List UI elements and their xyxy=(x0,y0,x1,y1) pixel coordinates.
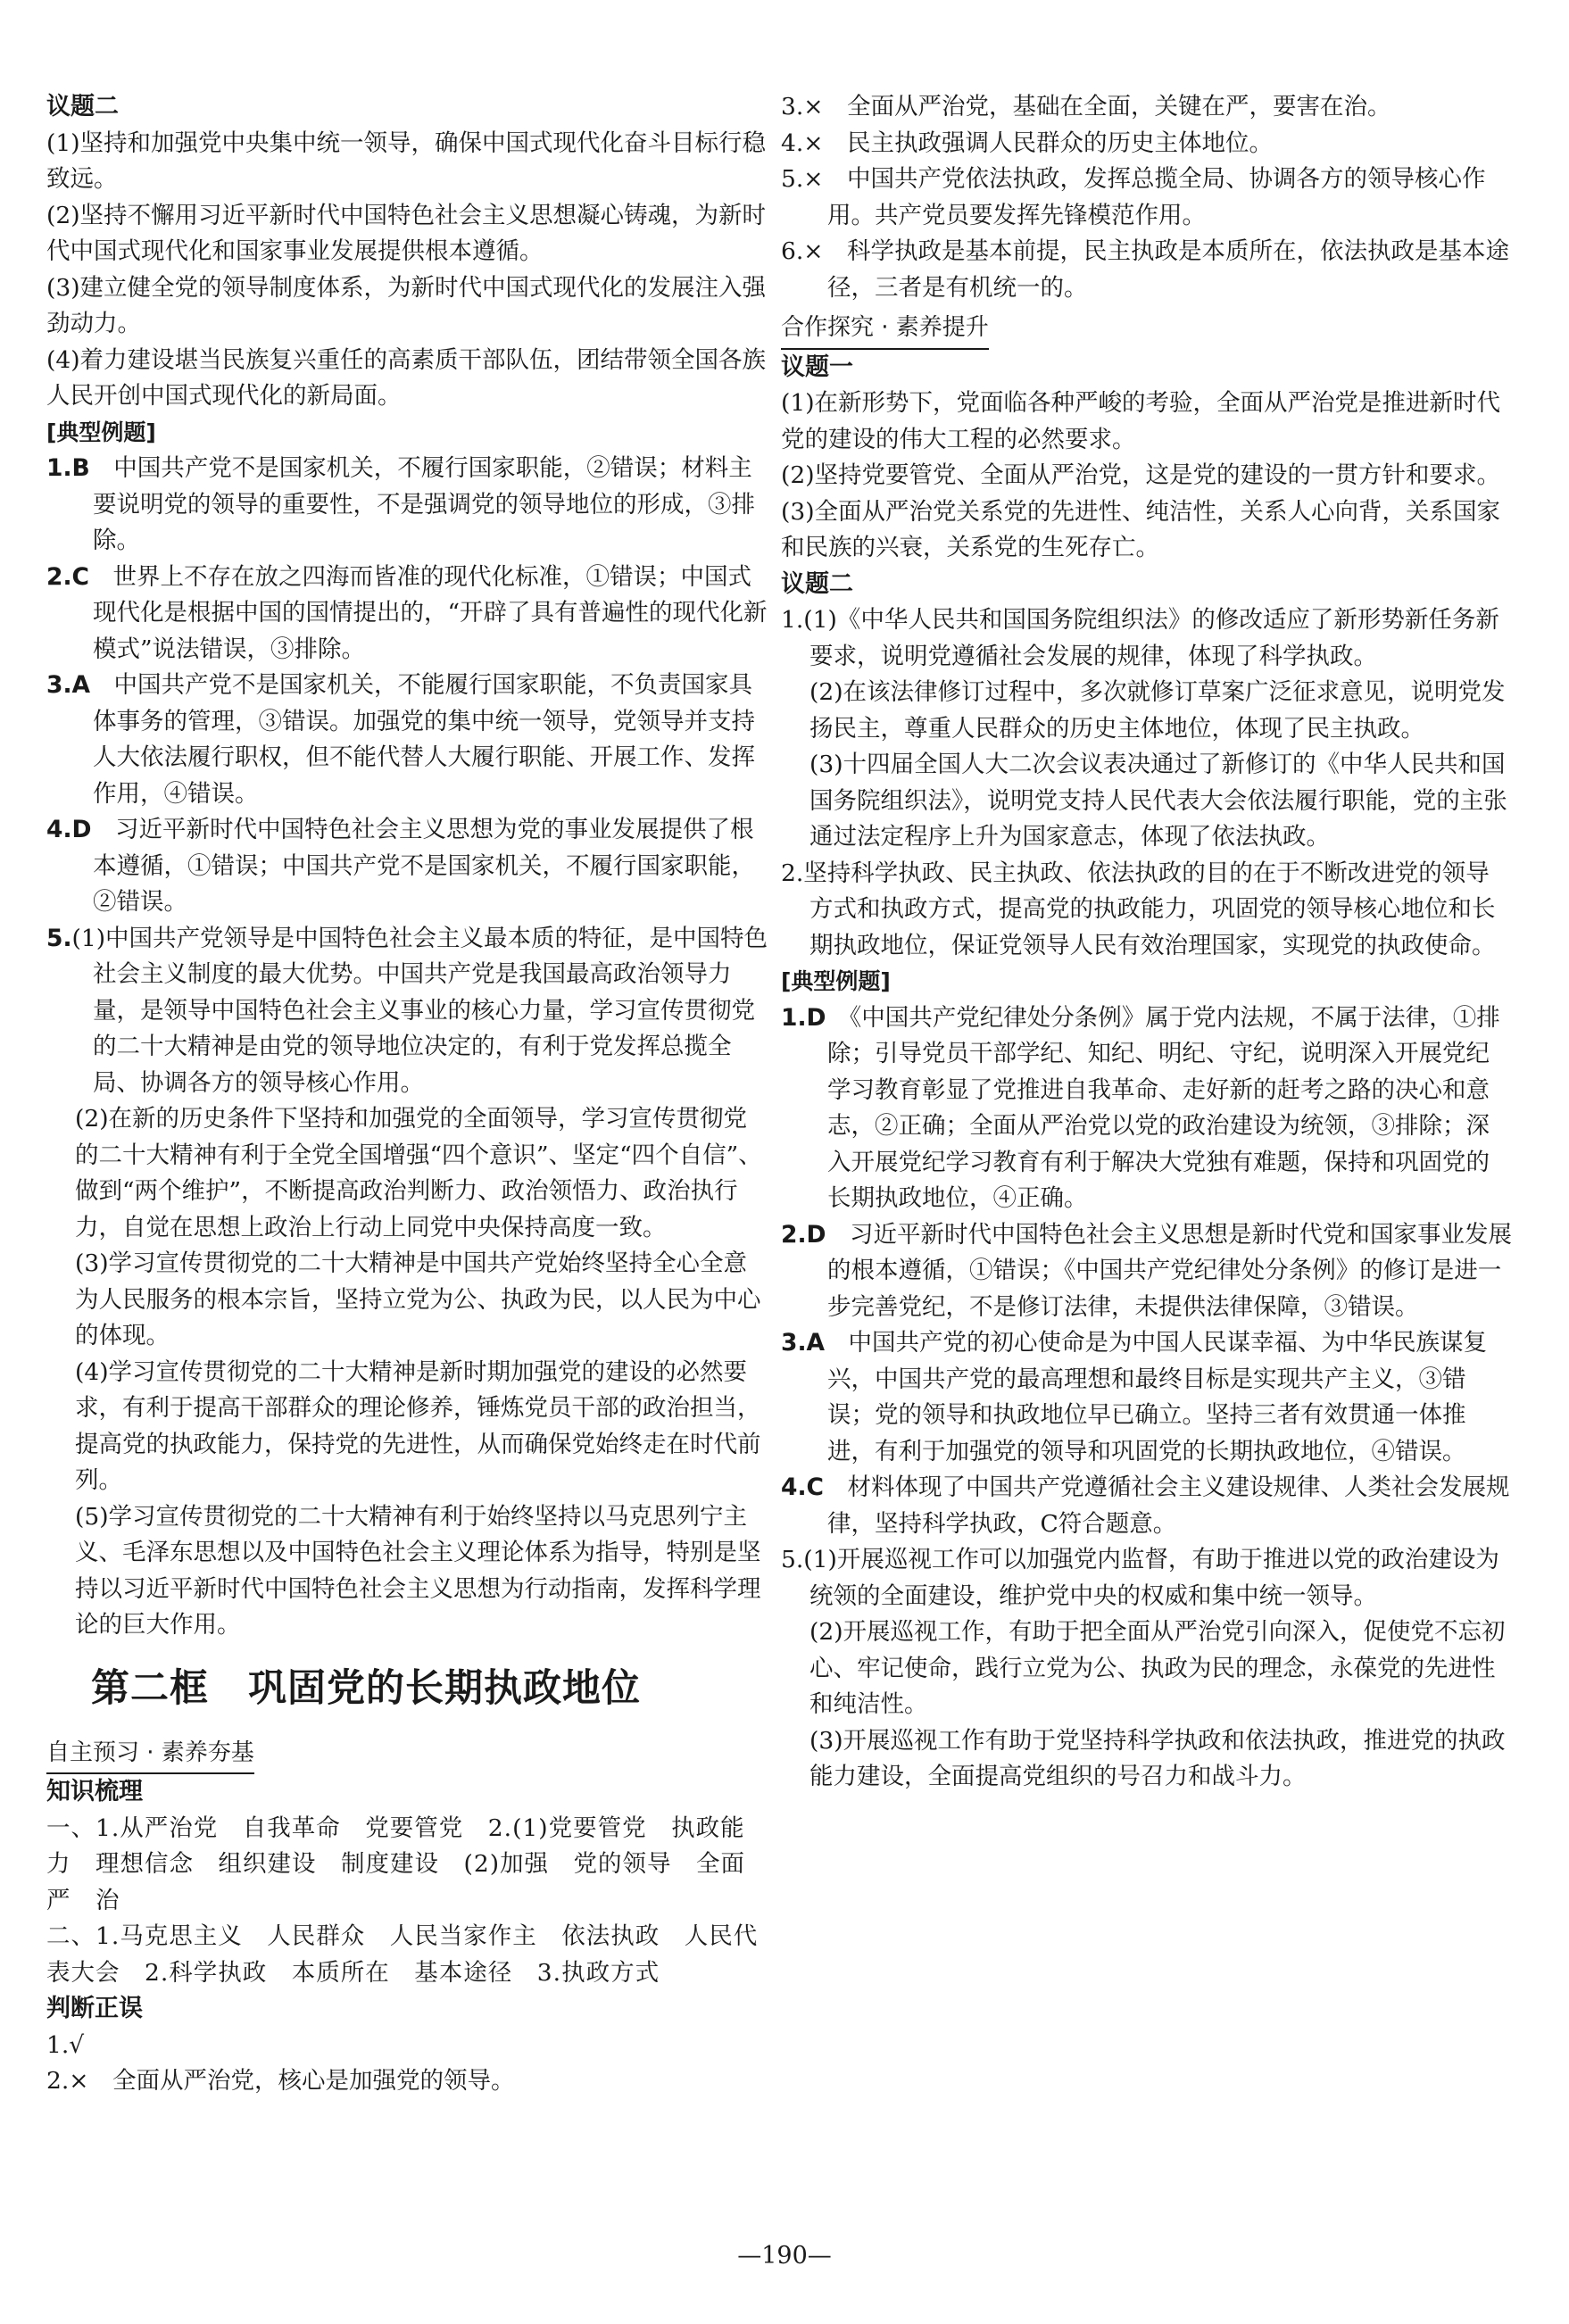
question-5 xyxy=(781,1542,1513,1614)
question-5-part: (1)中国共产党领导是中国特色社会主义最本质的特征，是中国特色社会主义制度的最大优势。中国共产党是我国最高政治领导力量，是领导中国特色社会主义事业的核心力量，学习宣传贯彻党的二十大精神是由党的领导地位决定的，有利于党发挥总揽全局、协调各方的领导核心作用。 xyxy=(71,924,768,1097)
topic-1-item: (2)坚持党要管党、全面从严治党，这是党的建设的一贯方针和要求。 xyxy=(781,461,1501,489)
question-part: (3)十四届全国人大二次会议表决通过了新修订的《中华人民共和国国务院组织法》，说明党支持人民代表大会依法履行职能，党的主张通过法定程序上升为国家意志，体现了依法执政。 xyxy=(809,751,1507,851)
example-text: 材料体现了中国共产党遵循社会主义建设规律、人类社会发展规律，坚持科学执政，C符合题意。 xyxy=(827,1473,1510,1538)
question-number: 1. xyxy=(781,606,804,634)
section-title: 第二框 巩固党的长期执政地位 xyxy=(91,1665,641,1711)
left-column xyxy=(46,89,769,2100)
example-number: 2.D xyxy=(781,1220,826,1249)
judge-text: 中国共产党依法执政，发挥总揽全局、协调各方的领导核心作用。共产党员要发挥先锋模范作用。 xyxy=(827,165,1486,229)
judge-number: 2.× xyxy=(46,2067,89,2095)
example-number: 1.D xyxy=(781,1003,826,1032)
question-5-part: (1)开展巡视工作可以加强党内监督，有助于推进以党的政治建设为统领的全面建设，维护党中央的权威和集中统一领导。 xyxy=(803,1546,1499,1610)
question-part: (2)在该法律修订过程中，多次就修订草案广泛征求意见，说明党发扬民主，尊重人民群众的历史主体地位，体现了民主执政。 xyxy=(809,678,1506,743)
question-5-number: 5. xyxy=(781,1546,804,1573)
judge-number: 4.× xyxy=(781,129,824,157)
judge-item xyxy=(781,234,1513,306)
judge-item xyxy=(781,89,1513,126)
example-item xyxy=(781,1217,1513,1326)
typical-examples-heading: [典型例题] xyxy=(46,419,156,445)
example-item xyxy=(46,451,769,560)
example-number: 4.C xyxy=(781,1473,824,1501)
knowledge-part-1: 一、1.从严治党 自我革命 党要管党 2.(1)党要管党 执政能力 理想信念 组织建设 制度建设 (2)加强 党的领导 全面 严 治 xyxy=(46,1814,770,1914)
topic-2-question-1 xyxy=(781,602,1513,675)
example-item xyxy=(46,560,769,668)
example-item xyxy=(46,668,769,812)
judge-text: 全面从严治党，基础在全面，关键在严，要害在治。 xyxy=(847,93,1391,120)
question-5 xyxy=(46,921,769,1102)
question-text: 坚持科学执政、民主执政、依法执政的目的在于不断改进党的领导方式和执政方式，提高党的执政能力，巩固党的领导核心地位和长期执政地位，保证党领导人民有效治理国家，实现党的执政使命。 xyxy=(803,859,1496,959)
topic-2-heading: 议题二 xyxy=(46,93,119,120)
question-5-part: (2)在新的历史条件下坚持和加强党的全面领导，学习宣传贯彻党的二十大精神有利于全党全国增强“四个意识”、坚定“四个自信”、做到“两个维护”，不断提高政治判断力、政治领悟力、政治执行力，自觉在思想上政治上行动上同党中央保持高度一致。 xyxy=(75,1105,762,1241)
topic-2-item: (1)坚持和加强党中央集中统一领导，确保中国式现代化奋斗目标行稳致远。 xyxy=(46,129,767,193)
judge-text: 全面从严治党，核心是加强党的领导。 xyxy=(112,2067,515,2095)
judge-heading: 判断正误 xyxy=(46,1995,143,2022)
judge-item xyxy=(46,2028,769,2064)
topic-1-heading: 议题一 xyxy=(781,353,853,381)
judge-text: 民主执政强调人民群众的历史主体地位。 xyxy=(847,129,1273,157)
example-number: 2.C xyxy=(46,562,89,591)
topic-2-heading: 议题二 xyxy=(781,569,853,598)
example-text: 习近平新时代中国特色社会主义思想是新时代党和国家事业发展的根本遵循，①错误；《中国共产党纪律处分条例》的修订是进一步完善党纪，不是修订法律，未提供法律保障，③错误。 xyxy=(827,1220,1513,1321)
example-number: 3.A xyxy=(46,671,91,699)
example-text: 习近平新时代中国特色社会主义思想为党的事业发展提供了根本遵循，①错误；中国共产党不是国家机关，不履行国家职能，②错误。 xyxy=(93,816,755,916)
example-item xyxy=(781,1000,1513,1217)
topic-1-item: (3)全面从严治党关系党的先进性、纯洁性，关系人心向背，关系国家和民族的兴衰，关系党的生死存亡。 xyxy=(781,497,1501,561)
knowledge-part-2: 二、1.马克思主义 人民群众 人民当家作主 依法执政 人民代表大会 2.科学执政 本质所在 基本途径 3.执政方式 xyxy=(46,1922,759,1987)
example-item xyxy=(781,1470,1513,1542)
judge-number: 3.× xyxy=(781,93,824,120)
judge-item xyxy=(46,2063,769,2100)
judge-number: 5.× xyxy=(781,165,824,193)
question-part: (1)《中华人民共和国国务院组织法》的修改适应了新形势新任务新要求，说明党遵循社会发展的规律，体现了科学执政。 xyxy=(803,606,1499,670)
example-text: 《中国共产党纪律处分条例》属于党内法规，不属于法律，①排除；引导党员干部学纪、知纪、明纪、守纪，说明深入开展党纪学习教育彰显了党推进自我革命、走好新的赶考之路的决心和意志，②正确；全面从严治党以党的政治建设为统领，③排除；深入开展党纪学习教育有利于解决大党独有难题，保持和巩固党的长期执政地位，④正确。 xyxy=(827,1003,1500,1212)
example-number: 3.A xyxy=(781,1329,826,1357)
knowledge-heading: 知识梳理 xyxy=(46,1778,143,1805)
example-text: 中国共产党不是国家机关，不能履行国家职能，不负责国家具体事务的管理，③错误。加强党的集中统一领导，党领导并支持人大依法履行职权，但不能代替人大履行职能、开展工作、发挥作用，④错误。 xyxy=(93,671,755,808)
question-5-part: (3)学习宣传贯彻党的二十大精神是中国共产党始终坚持全心全意为人民服务的根本宗旨，坚持立党为公、执政为民，以人民为中心的体现。 xyxy=(75,1249,761,1349)
example-number: 4.D xyxy=(46,816,92,843)
typical-examples-heading: [典型例题] xyxy=(781,968,891,994)
right-column xyxy=(781,89,1513,1796)
preview-band: 自主预习 · 素养夯基 xyxy=(46,1735,254,1775)
judge-text: 科学执政是基本前提，民主执政是本质所在，依法执政是基本途径，三者是有机统一的。 xyxy=(827,237,1509,302)
question-5-part: (3)开展巡视工作有助于党坚持科学执政和依法执政，推进党的执政能力建设，全面提高党组织的号召力和战斗力。 xyxy=(809,1726,1506,1790)
topic-1-item: (1)在新形势下，党面临各种严峻的考验，全面从严治党是推进新时代党的建设的伟大工程的必然要求。 xyxy=(781,389,1501,453)
question-5-part: (5)学习宣传贯彻党的二十大精神有利于始终坚持以马克思列宁主义、毛泽东思想以及中国特色社会主义理论体系为指导，特别是坚持以习近平新时代中国特色社会主义思想为行动指南，发挥科学理论的巨大作用。 xyxy=(75,1502,761,1639)
topic-2-item: (4)着力建设堪当民族复兴重任的高素质干部队伍，团结带领全国各族人民开创中国式现代化的新局面。 xyxy=(46,345,767,410)
judge-item xyxy=(781,126,1513,162)
question-5-part: (2)开展巡视工作，有助于把全面从严治党引向深入，促使党不忘初心、牢记使命，践行立党为公、执政为民的理念，永葆党的先进性和纯洁性。 xyxy=(809,1618,1506,1718)
question-5-number: 5. xyxy=(46,924,72,952)
example-text: 中国共产党不是国家机关，不履行国家职能，②错误；材料主要说明党的领导的重要性，不是强调党的领导地位的形成，③排除。 xyxy=(93,454,755,554)
question-number: 2. xyxy=(781,859,804,887)
page-number: —190— xyxy=(737,2242,832,2270)
example-item xyxy=(781,1325,1513,1470)
example-item xyxy=(46,812,769,921)
topic-2-question-2 xyxy=(781,856,1513,965)
topic-2-item: (2)坚持不懈用习近平新时代中国特色社会主义思想凝心铸魂，为新时代中国式现代化和国家事业发展提供根本遵循。 xyxy=(46,201,767,265)
judge-item xyxy=(781,162,1513,234)
topic-2-item: (3)建立健全党的领导制度体系，为新时代中国式现代化的发展注入强劲动力。 xyxy=(46,273,767,337)
judge-number: 1.√ xyxy=(46,2030,85,2059)
example-text: 世界上不存在放之四海而皆准的现代化标准，①错误；中国式现代化是根据中国的国情提出的，“开辟了具有普遍性的现代化新模式”说法错误，③排除。 xyxy=(93,562,768,663)
example-number: 1.B xyxy=(46,454,90,482)
judge-number: 6.× xyxy=(781,237,824,265)
question-5-part: (4)学习宣传贯彻党的二十大精神是新时期加强党的建设的必然要求，有利于提高干部群众的理论修养，锤炼党员干部的政治担当，提高党的执政能力，保持党的先进性，从而确保党始终走在时代前列。 xyxy=(75,1357,761,1494)
explore-band: 合作探究 · 素养提升 xyxy=(781,310,989,350)
example-text: 中国共产党的初心使命是为中国人民谋幸福、为中华民族谋复兴，中国共产党的最高理想和最终目标是实现共产主义，③错误；党的领导和执政地位早已确立。坚持三者有效贯通一体推进，有利于加强党的领导和巩固党的长期执政地位，④错误。 xyxy=(827,1329,1488,1465)
